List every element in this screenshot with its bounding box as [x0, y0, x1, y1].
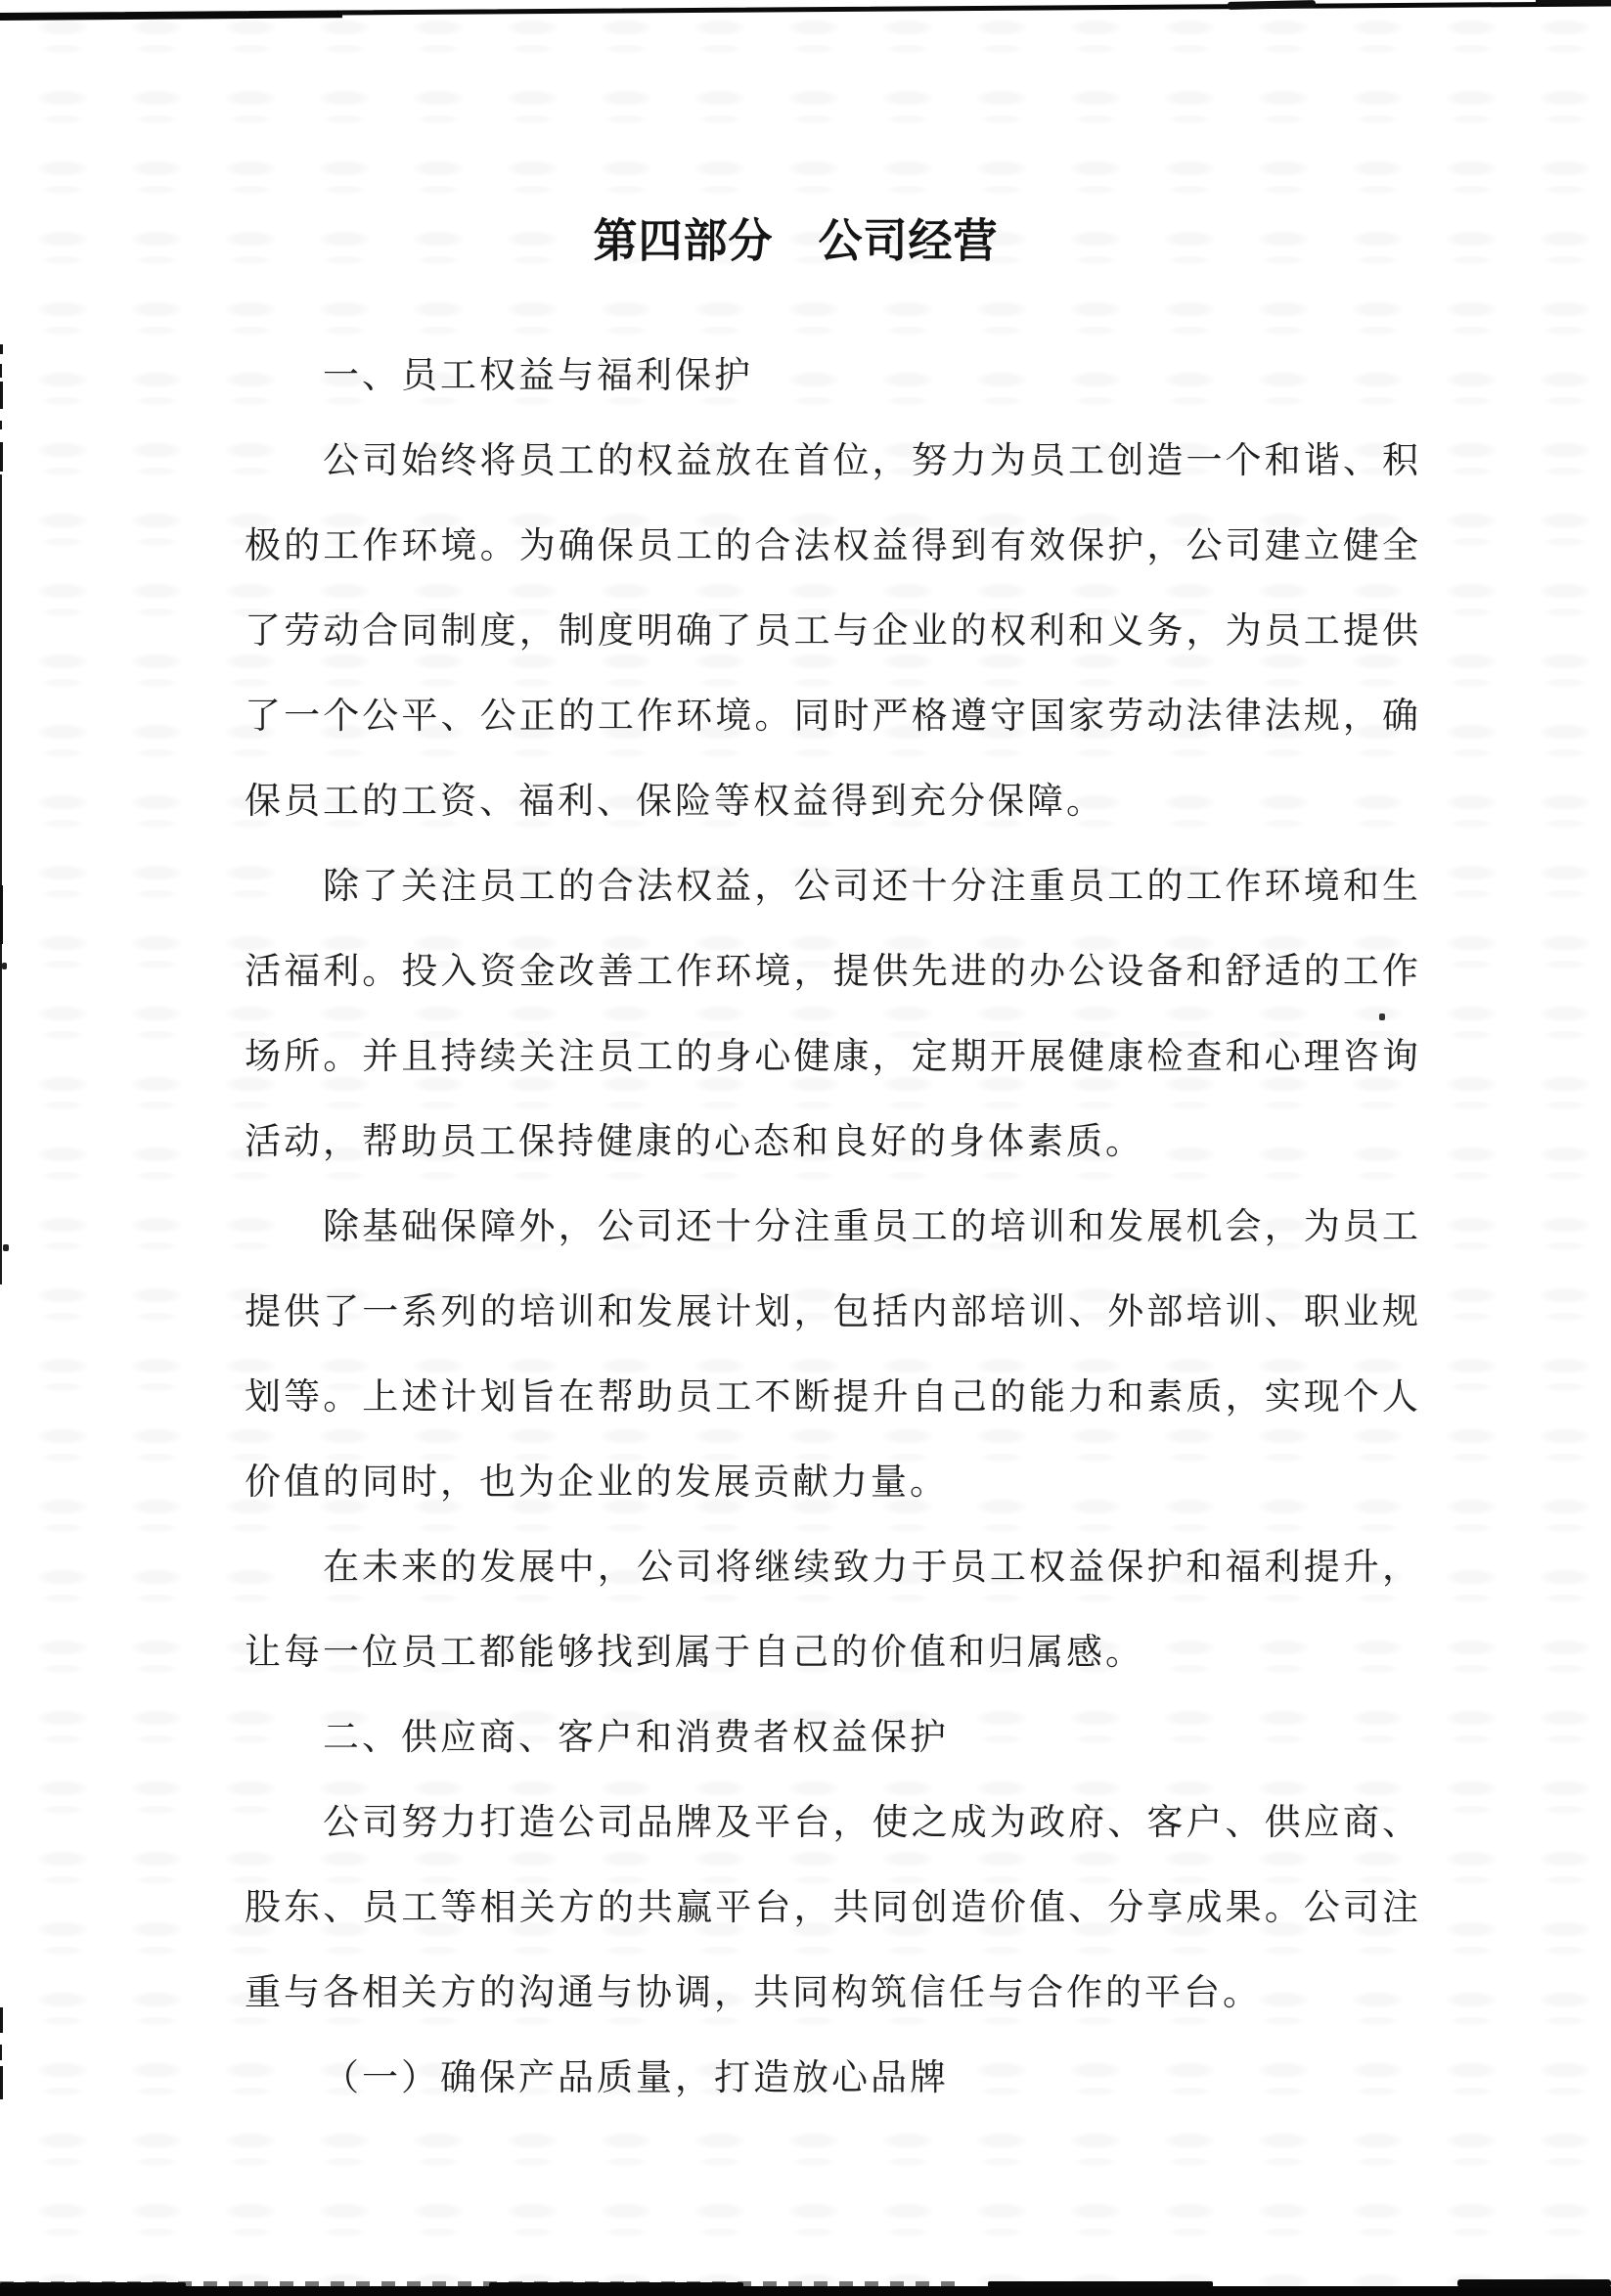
scan-artifact-left-tick — [0, 421, 2, 429]
scan-artifact-bottom-bump — [489, 2282, 743, 2287]
scan-artifact-left-tick — [0, 2007, 3, 2033]
subsection-heading: （一）确保产品质量，打造放心品牌 — [323, 2058, 949, 2098]
scan-artifact-left-edge-line-thick — [0, 885, 3, 944]
scan-artifact-bottom-tail — [1457, 2279, 1611, 2287]
scan-artifact-top-tail — [1536, 0, 1611, 4]
text-line: 极的工作环境。为确保员工的合法权益得到有效保护，公司建立健全 — [245, 526, 1418, 566]
text-line: 提供了一系列的培训和发展计划，包括内部培训、外部培训、职业规 — [245, 1292, 1418, 1332]
scan-artifact-left-tick — [0, 2066, 3, 2099]
scan-artifact-left-tick — [0, 2045, 2, 2060]
scan-artifact-left-tick — [0, 442, 3, 472]
text-line: 价值的同时，也为企业的发展贡献力量。 — [245, 1463, 949, 1503]
scan-artifact-bottom-band — [0, 2286, 1611, 2296]
text-line: 了一个公平、公正的工作环境。同时严格遵守国家劳动法律法规，确 — [245, 697, 1418, 737]
text-line: 场所。并且持续关注员工的身心健康，定期开展健康检查和心理咨询 — [245, 1037, 1418, 1077]
scan-artifact-left-tick — [0, 344, 3, 354]
text-line: 除基础保障外，公司还十分注重员工的培训和发展机会，为员工 — [323, 1207, 1418, 1247]
text-line: 了劳动合同制度，制度明确了员工与企业的权利和义务，为员工提供 — [245, 611, 1418, 652]
text-line: 重与各相关方的沟通与协调，共同构筑信任与合作的平台。 — [245, 1973, 1262, 2013]
text-line: 让每一位员工都能够找到属于自己的价值和归属感。 — [245, 1633, 1144, 1673]
scan-artifact-left-dot — [3, 1244, 9, 1251]
text-line: 在未来的发展中，公司将继续致力于员工权益保护和福利提升， — [323, 1548, 1418, 1588]
scan-artifact-left-tick — [0, 364, 2, 378]
text-line: 活动，帮助员工保持健康的心态和良好的身体素质。 — [245, 1122, 1144, 1162]
scan-artifact-bottom-bump — [0, 2282, 186, 2287]
scan-artifact-bottom-bump — [988, 2281, 1213, 2287]
section-heading: 二、供应商、客户和消费者权益保护 — [323, 1718, 949, 1758]
text-line: 保员工的工资、福利、保险等权益得到充分保障。 — [245, 782, 1105, 822]
scan-artifact-left-edge-line — [0, 474, 2, 1284]
document-body — [245, 334, 1418, 2121]
section-heading: 一、员工权益与福利保护 — [323, 356, 753, 396]
text-line: 划等。上述计划旨在帮助员工不断提升自己的能力和素质，实现个人 — [245, 1377, 1418, 1418]
text-line: 公司始终将员工的权益放在首位，努力为员工创造一个和谐、积 — [323, 441, 1418, 481]
text-line: 公司努力打造公司品牌及平台，使之成为政府、客户、供应商、 — [323, 1803, 1418, 1843]
text-line: 除了关注员工的合法权益，公司还十分注重员工的工作环境和生 — [323, 867, 1418, 907]
scan-artifact-left-tick — [0, 382, 3, 409]
document-title: 第四部分 公司经营 — [593, 215, 999, 268]
text-line: 股东、员工等相关方的共赢平台，共同创造价值、分享成果。公司注 — [245, 1888, 1418, 1928]
text-line: 活福利。投入资金改善工作环境，提供先进的办公设备和舒适的工作 — [245, 952, 1418, 992]
scan-artifact-left-dot — [2, 963, 7, 969]
